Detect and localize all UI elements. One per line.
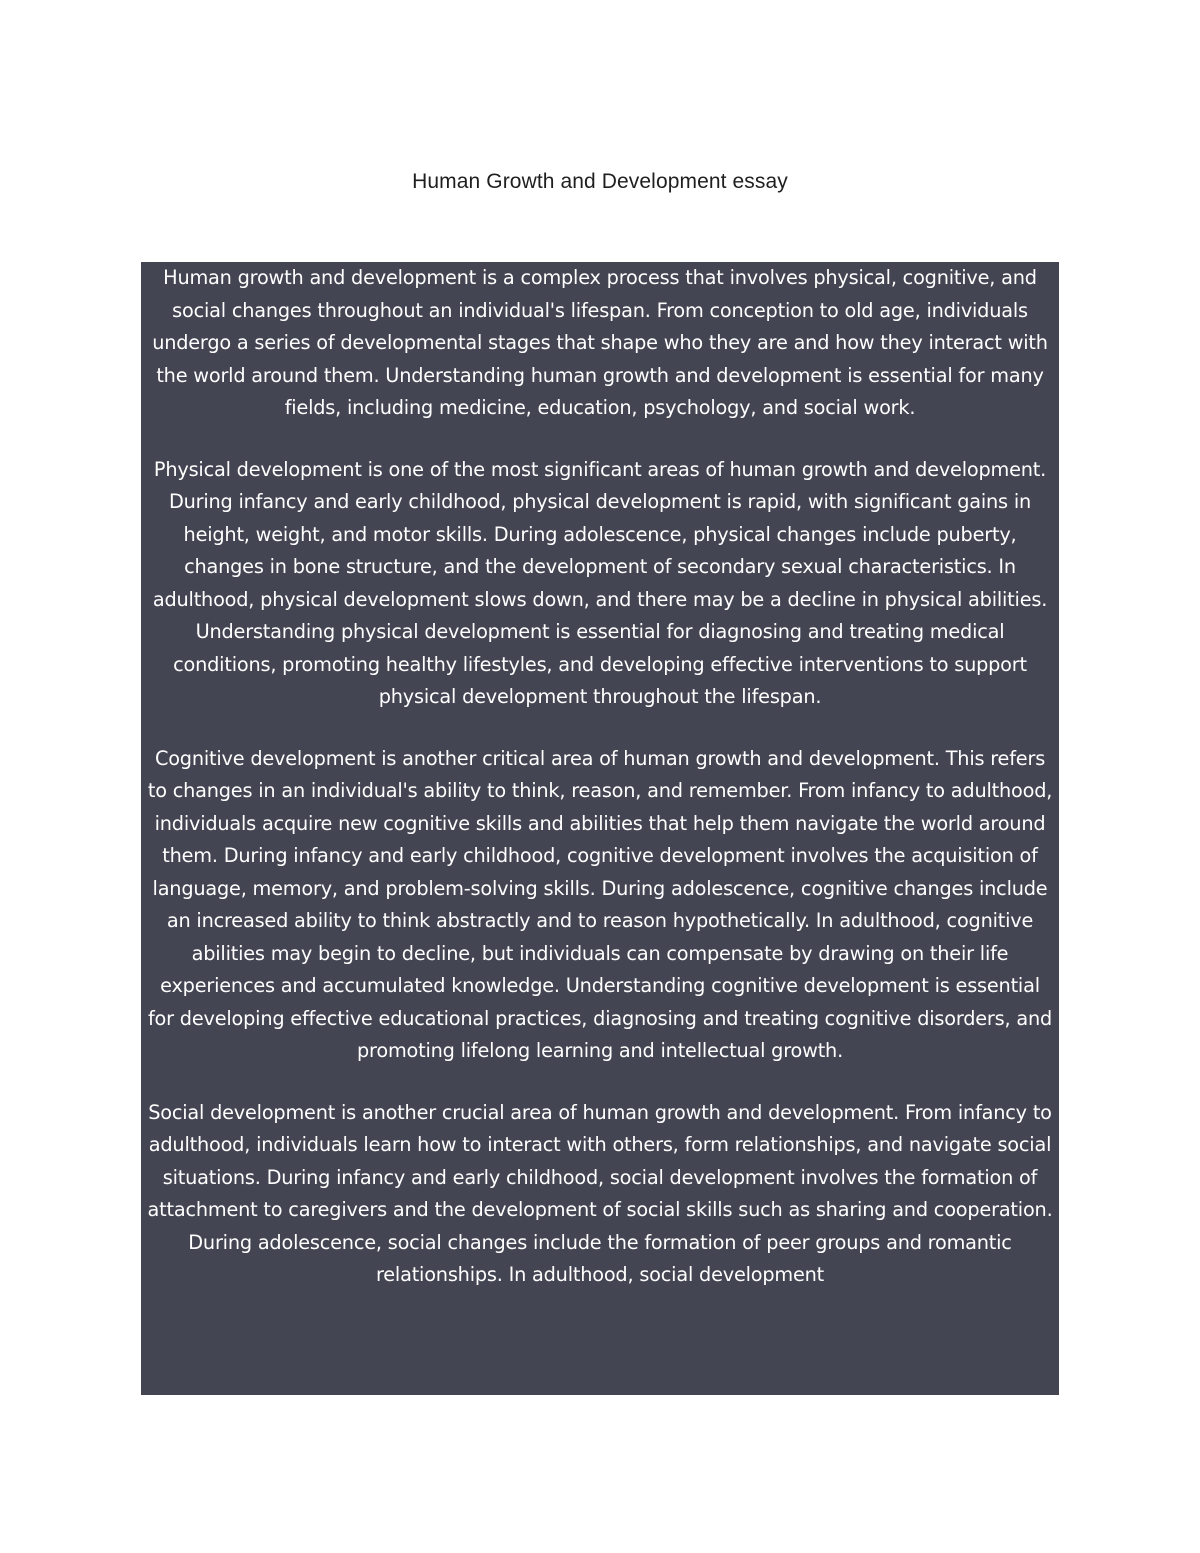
paragraph-introduction: Human growth and development is a complex process that involves physical, cognitive, and social changes throughout an individual's lifespan. From conception to old age, individuals undergo a series of developmental stages that shape who they are and how they interact with the world around them. Understanding human growth and development is essential for many fields, including medicine, education, psychology, and social work. <box>152 266 1048 419</box>
document-title: Human Growth and Development essay <box>412 170 788 193</box>
essay-text-block <box>141 262 1059 1395</box>
paragraph-social-development: Social development is another crucial area of human growth and development. From infancy to adulthood, individuals learn how to interact with others, form relationships, and navigate social situations. During infancy and early childhood, social development involves the formation of attachment to caregivers and the development of social skills such as sharing and cooperation. During adolescence, social changes include the formation of peer groups and romantic relationships. In adulthood, social development <box>147 1100 1053 1286</box>
paragraph-cognitive-development: Cognitive development is another critical area of human growth and development. This refers to changes in an individual's ability to think, reason, and remember. From infancy to adulthood, individuals acquire new cognitive skills and abilities that help them navigate the world around them. During infancy and early childhood, cognitive development involves the acquisition of language, memory, and problem-solving skills. During adolescence, cognitive changes include an increased ability to think abstractly and to reason hypothetically. In adulthood, cognitive abilities may begin to decline, but individuals can compensate by drawing on their life experiences and accumulated knowledge. Understanding cognitive development is essential for developing effective educational practices, diagnosing and treating cognitive disorders, and promoting lifelong learning and intellectual growth. <box>147 746 1053 1062</box>
paragraph-physical-development: Physical development is one of the most significant areas of human growth and development. During infancy and early childhood, physical development is rapid, with significant gains in height, weight, and motor skills. During adolescence, physical changes include puberty, changes in bone structure, and the development of secondary sexual characteristics. In adulthood, physical development slows down, and there may be a decline in physical abilities. Understanding physical development is essential for diagnosing and treating medical conditions, promoting healthy lifestyles, and developing effective interventions to support physical development throughout the lifespan. <box>152 457 1048 708</box>
